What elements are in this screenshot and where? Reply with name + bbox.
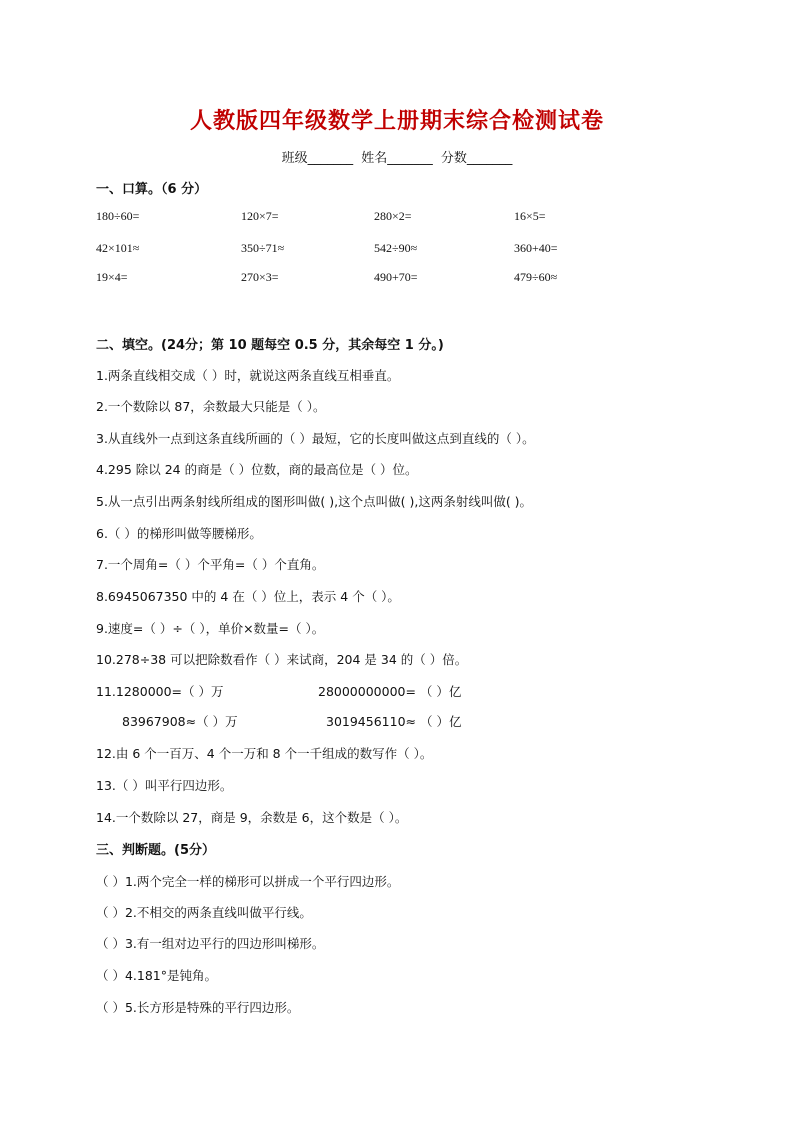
fill-item-14: 14.一个数除以 27，商是 9，余数是 6，这个数是（ ）。 [96, 810, 408, 825]
score-field: 分数_______ [440, 151, 513, 166]
fill-item-11c: 83967908≈（ ）万 [122, 714, 238, 729]
section3-heading: 三、判断题。(5分） [96, 843, 215, 858]
student-info [0, 147, 794, 166]
fill-item-11d: 3019456110≈ （ ）亿 [326, 714, 462, 729]
oral-item: 280×2= [374, 209, 412, 223]
judge-item-2: （ ）2.不相交的两条直线叫做平行线。 [96, 905, 312, 920]
judge-item-1: （ ）1.两个完全一样的梯形可以拼成一个平行四边形。 [96, 874, 400, 889]
fill-item-1: 1.两条直线相交成（ ）时，就说这两条直线互相垂直。 [96, 368, 400, 383]
fill-item-12: 12.由 6 个一百万、4 个一万和 8 个一千组成的数写作（ ）。 [96, 746, 433, 761]
judge-item-4: （ ）4.181°是钝角。 [96, 968, 218, 983]
fill-item-11a: 11.1280000=（ ）万 [96, 684, 224, 699]
fill-item-6: 6.（ ）的梯形叫做等腰梯形。 [96, 526, 262, 541]
oral-item: 360+40= [514, 241, 558, 255]
fill-item-4: 4.295 除以 24 的商是（ ）位数，商的最高位是（ ）位。 [96, 462, 418, 477]
oral-item: 42×101≈ [96, 241, 140, 255]
section1-heading: 一、口算。（6 分） [96, 182, 208, 197]
fill-item-10: 10.278÷38 可以把除数看作（ ）来试商，204 是 34 的（ ）倍。 [96, 652, 468, 667]
oral-item: 120×7= [241, 209, 279, 223]
oral-row-3 [96, 270, 616, 290]
fill-item-5: 5.从一点引出两条射线所组成的图形叫做( ),这个点叫做( ),这两条射线叫做( )。 [96, 494, 533, 509]
fill-item-8: 8.6945067350 中的 4 在（ ）位上，表示 4 个（ ）。 [96, 589, 400, 604]
oral-row-2 [96, 241, 616, 261]
class-field: 班级_______ [281, 151, 354, 166]
fill-item-9: 9.速度=（ ）÷（ ），单价×数量=（ ）。 [96, 621, 325, 636]
oral-item: 490+70= [374, 270, 418, 284]
fill-item-3: 3.从直线外一点到这条直线所画的（ ）最短，它的长度叫做这点到直线的（ ）。 [96, 431, 535, 446]
fill-item-7: 7.一个周角=（ ）个平角=（ ）个直角。 [96, 557, 325, 572]
oral-item: 542÷90≈ [374, 241, 418, 255]
oral-item: 350÷71≈ [241, 241, 285, 255]
judge-item-3: （ ）3.有一组对边平行的四边形叫梯形。 [96, 936, 325, 951]
fill-item-11b: 28000000000= （ ）亿 [318, 684, 462, 699]
oral-item: 270×3= [241, 270, 279, 284]
oral-item: 479÷60≈ [514, 270, 558, 284]
page-title: 人教版四年级数学上册期末综合检测试卷 [189, 109, 604, 134]
oral-item: 16×5= [514, 209, 546, 223]
oral-item: 180÷60= [96, 209, 140, 223]
oral-item: 19×4= [96, 270, 128, 284]
name-field: 姓名_______ [361, 151, 433, 166]
oral-row-1 [96, 209, 616, 229]
judge-item-5: （ ）5.长方形是特殊的平行四边形。 [96, 1000, 300, 1015]
section2-heading: 二、填空。(24分；第 10 题每空 0.5 分，其余每空 1 分。) [96, 338, 444, 353]
fill-item-13: 13.（ ）叫平行四边形。 [96, 778, 233, 793]
fill-item-2: 2.一个数除以 87，余数最大只能是（ ）。 [96, 399, 326, 414]
